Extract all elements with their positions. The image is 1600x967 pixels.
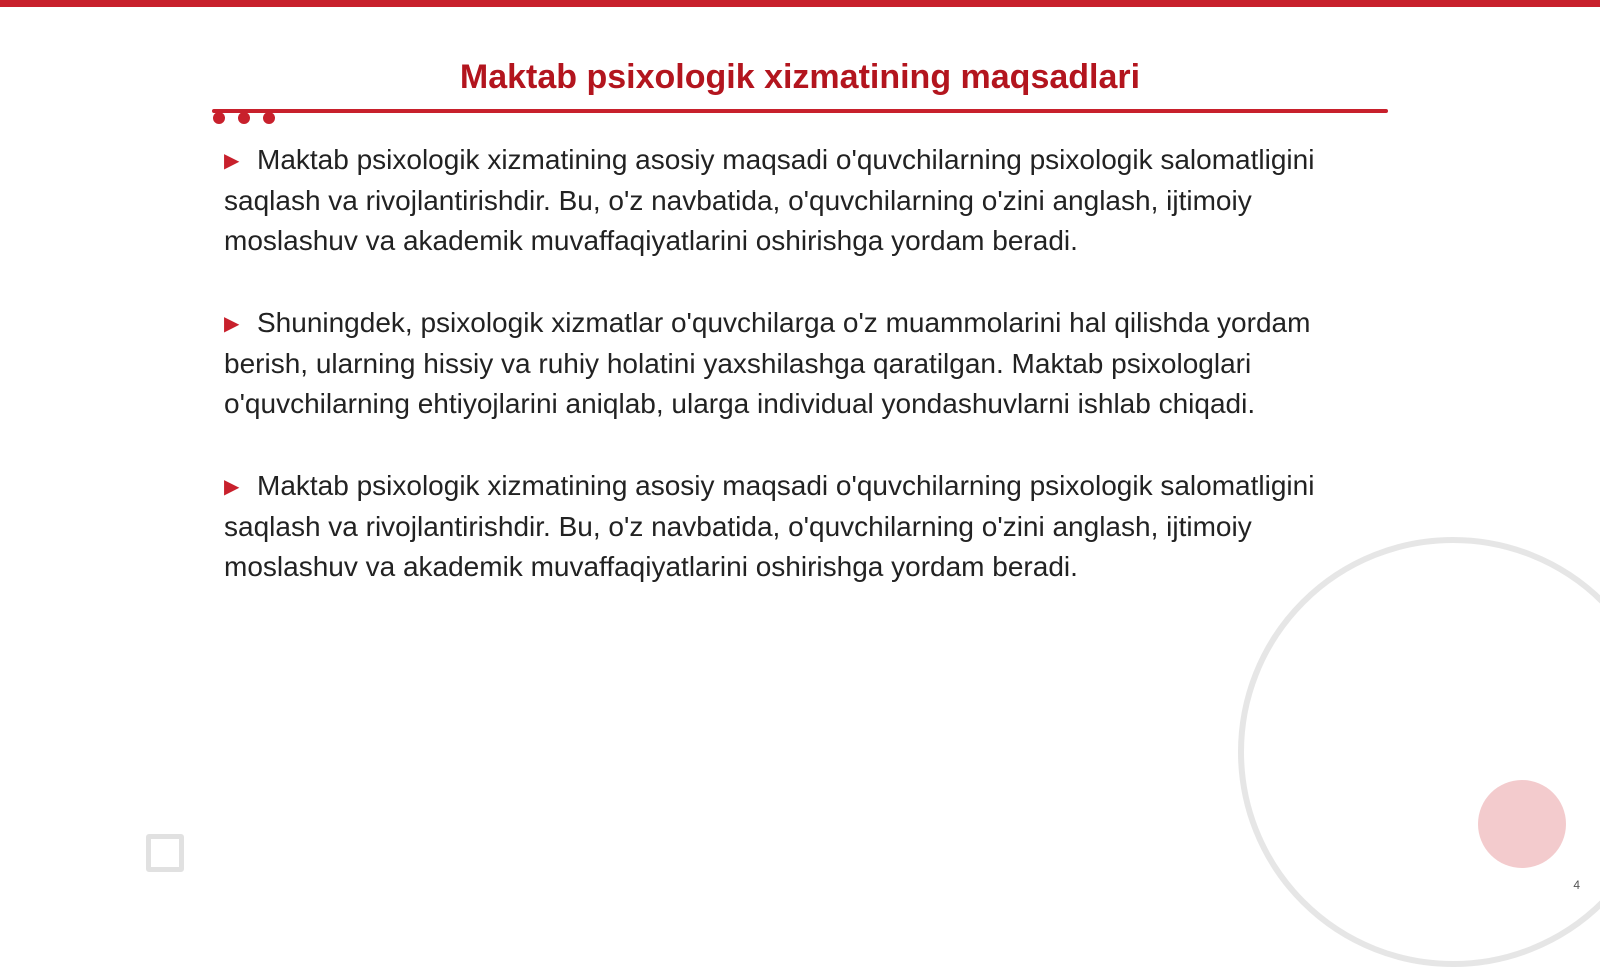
top-accent-bar <box>0 0 1600 7</box>
decoration-dot <box>213 112 225 124</box>
title-dots-decoration <box>213 112 283 126</box>
decorative-pink-circle <box>1478 780 1566 868</box>
bullet-item <box>224 303 1344 424</box>
bullet-text: Maktab psixologik xizmatining asosiy maqsadi o'quvchilarning psixologik salomatligini saqlash va rivojlantirishdir. Bu, o'z navbatida, o'quvchilarning o'zini anglash, ijtimoiy moslashuv va akademik muvaffaqiyatlarini oshirishga yordam beradi. <box>224 470 1315 582</box>
triangle-right-icon: ▶ <box>224 476 240 498</box>
decorative-square-outline <box>146 834 184 872</box>
bullet-item <box>224 466 1344 587</box>
triangle-right-icon: ▶ <box>224 313 240 335</box>
bullet-text: Maktab psixologik xizmatining asosiy maqsadi o'quvchilarning psixologik salomatligini saqlash va rivojlantirishdir. Bu, o'z navbatida, o'quvchilarning o'zini anglash, ijtimoiy moslashuv va akademik muvaffaqiyatlarini oshirishga yordam beradi. <box>224 144 1315 256</box>
decoration-dot <box>238 112 250 124</box>
page-number: 4 <box>1573 878 1580 892</box>
bullet-list <box>224 140 1344 629</box>
triangle-right-icon: ▶ <box>224 150 240 172</box>
bullet-item <box>224 140 1344 261</box>
bullet-text: Shuningdek, psixologik xizmatlar o'quvchilarga o'z muammolarini hal qilishda yordam berish, ularning hissiy va ruhiy holatini yaxshilashga qaratilgan. Maktab psixologlari o'quvchilarning ehtiyojlarini aniqlab, ularga individual yondashuvlarni ishlab chiqadi. <box>224 307 1311 419</box>
decoration-dot <box>263 112 275 124</box>
title-underline <box>212 109 1388 113</box>
slide-title: Maktab psixologik xizmatining maqsadlari <box>459 58 1141 96</box>
